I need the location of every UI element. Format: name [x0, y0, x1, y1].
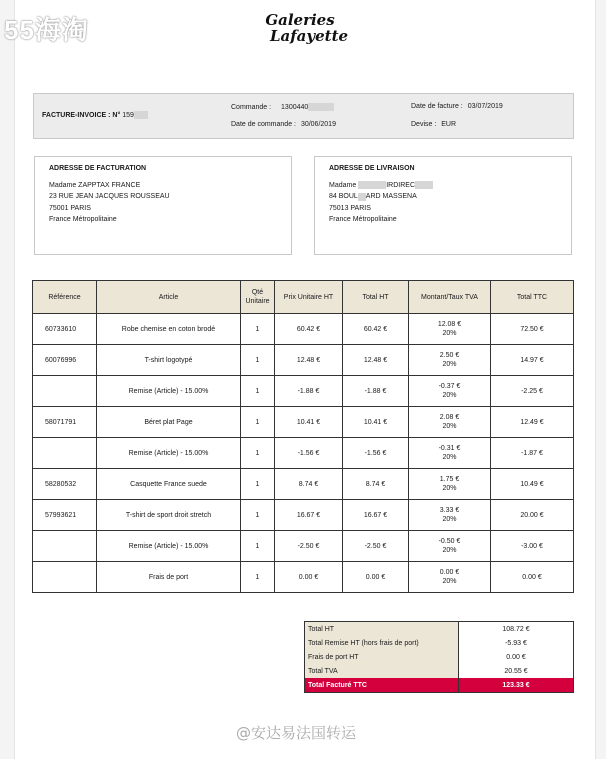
- order-date: [231, 121, 336, 128]
- shipping-address: [314, 156, 572, 255]
- total-value: 123.33 €: [459, 678, 574, 693]
- shipping-line-part: 84 BOUL: [329, 193, 358, 201]
- redaction: [415, 181, 433, 189]
- vat-amount: -0.37 €: [438, 383, 461, 390]
- cell-vat: [409, 531, 491, 562]
- order-number: [231, 103, 334, 111]
- cell-quantity: 1: [241, 314, 275, 345]
- cell-unit-price: 16.67 €: [275, 500, 343, 531]
- cell-vat: [409, 469, 491, 500]
- totals-table: [304, 621, 574, 693]
- vat-rate: 20%: [442, 361, 457, 368]
- cell-unit-price: 0.00 €: [275, 562, 343, 593]
- cell-total-ht: 8.74 €: [343, 469, 409, 500]
- currency: [411, 121, 456, 128]
- commande-value: 1300440: [281, 103, 309, 111]
- cell-reference: [33, 562, 97, 593]
- redaction: [358, 181, 386, 189]
- vat-rate: 20%: [442, 454, 457, 461]
- table-row: [33, 562, 574, 593]
- cell-reference: 60076996: [33, 345, 97, 376]
- table-row: [33, 376, 574, 407]
- total-row: [305, 664, 574, 678]
- vat-rate: 20%: [442, 330, 457, 337]
- header-article: Article: [97, 281, 241, 314]
- cell-unit-price: -1.56 €: [275, 438, 343, 469]
- cell-total-ht: 10.41 €: [343, 407, 409, 438]
- total-label: Frais de port HT: [305, 650, 459, 664]
- cell-total-ht: 60.42 €: [343, 314, 409, 345]
- vat-amount: -0.50 €: [438, 538, 461, 545]
- cell-quantity: 1: [241, 469, 275, 500]
- total-row: [305, 636, 574, 650]
- billing-line: France Métropolitaine: [49, 215, 117, 223]
- cell-total-ttc: -1.87 €: [491, 438, 574, 469]
- cell-quantity: 1: [241, 407, 275, 438]
- cell-article: Casquette France suede: [97, 469, 241, 500]
- header-total-ht: Total HT: [343, 281, 409, 314]
- watermark-bottom: @安达易法国转运: [236, 724, 357, 742]
- cell-total-ttc: 14.97 €: [491, 345, 574, 376]
- total-label: Total TVA: [305, 664, 459, 678]
- cell-quantity: 1: [241, 562, 275, 593]
- vat-amount: 0.00 €: [439, 569, 460, 576]
- cell-vat: [409, 500, 491, 531]
- cell-unit-price: 60.42 €: [275, 314, 343, 345]
- shipping-line-part: Madame: [329, 182, 357, 190]
- redaction: [134, 111, 148, 119]
- table-row: [33, 314, 574, 345]
- cell-total-ttc: -2.25 €: [491, 376, 574, 407]
- cell-reference: [33, 438, 97, 469]
- vat-rate: 20%: [442, 392, 457, 399]
- vat-rate: 20%: [442, 578, 457, 585]
- total-value: 108.72 €: [459, 622, 574, 637]
- cell-quantity: 1: [241, 376, 275, 407]
- total-label: Total HT: [305, 622, 459, 637]
- billing-address: [34, 156, 292, 255]
- shipping-line: 75013 PARIS: [329, 204, 371, 212]
- watermark-top: 55海淘: [4, 15, 89, 45]
- cell-unit-price: 10.41 €: [275, 407, 343, 438]
- cell-total-ht: 0.00 €: [343, 562, 409, 593]
- cell-reference: 58280532: [33, 469, 97, 500]
- cell-total-ht: 12.48 €: [343, 345, 409, 376]
- header-unit-price: Prix Unitaire HT: [275, 281, 343, 314]
- cell-reference: 60733610: [33, 314, 97, 345]
- cell-total-ht: 16.67 €: [343, 500, 409, 531]
- cell-vat: [409, 438, 491, 469]
- cell-article: Béret plat Page: [97, 407, 241, 438]
- shipping-line-part: ARD MASSENA: [365, 193, 417, 201]
- brand-logo: [250, 12, 350, 58]
- vat-amount: 12.08 €: [437, 321, 462, 328]
- items-table: [32, 280, 574, 593]
- total-row: [305, 622, 574, 637]
- total-value: -5.93 €: [459, 636, 574, 650]
- billing-line: Madame ZAPPTAX FRANCE: [49, 182, 141, 190]
- cell-quantity: 1: [241, 345, 275, 376]
- date-facture-label: Date de facture :: [411, 103, 463, 110]
- invoice-header: [33, 93, 574, 139]
- cell-quantity: 1: [241, 438, 275, 469]
- cell-total-ht: -1.88 €: [343, 376, 409, 407]
- cell-article: Remise (Article) - 15.00%: [97, 531, 241, 562]
- table-row: [33, 345, 574, 376]
- header-quantity: Qté Unitaire: [241, 281, 275, 314]
- cell-total-ht: -2.50 €: [343, 531, 409, 562]
- cell-unit-price: 8.74 €: [275, 469, 343, 500]
- invoice-label: FACTURE-INVOICE : N°: [42, 111, 121, 119]
- shipping-line: [329, 180, 571, 191]
- logo-line-2: Lafayette: [269, 27, 349, 45]
- vat-rate: 20%: [442, 516, 457, 523]
- cell-reference: [33, 376, 97, 407]
- cell-unit-price: -2.50 €: [275, 531, 343, 562]
- invoice-date: [411, 103, 503, 110]
- cell-reference: 57993621: [33, 500, 97, 531]
- cell-article: T-shirt logotypé: [97, 345, 241, 376]
- redaction: [358, 193, 366, 201]
- table-row: [33, 469, 574, 500]
- cell-article: Robe chemise en coton brodé: [97, 314, 241, 345]
- cell-reference: [33, 531, 97, 562]
- total-label: Total Remise HT (hors frais de port): [305, 636, 459, 650]
- header-total-ttc: Total TTC: [491, 281, 574, 314]
- vat-amount: 1.75 €: [439, 476, 460, 483]
- cell-quantity: 1: [241, 500, 275, 531]
- vat-amount: -0.31 €: [438, 445, 461, 452]
- table-header-row: [33, 281, 574, 314]
- cell-article: Remise (Article) - 15.00%: [97, 438, 241, 469]
- billing-line: 75001 PARIS: [49, 204, 91, 212]
- billing-title: ADRESSE DE FACTURATION: [49, 165, 147, 172]
- cell-reference: 58071791: [33, 407, 97, 438]
- shipping-line-part: IRDIREC: [386, 182, 416, 190]
- billing-line: 23 RUE JEAN JACQUES ROUSSEAU: [49, 193, 170, 201]
- cell-article: Frais de port: [97, 562, 241, 593]
- total-value: 0.00 €: [459, 650, 574, 664]
- vat-rate: 20%: [442, 547, 457, 554]
- cell-vat: [409, 407, 491, 438]
- table-row: [33, 438, 574, 469]
- vat-rate: 20%: [442, 423, 457, 430]
- cell-total-ttc: 12.49 €: [491, 407, 574, 438]
- commande-label: Commande :: [231, 103, 272, 111]
- table-row: [33, 531, 574, 562]
- cell-total-ttc: 20.00 €: [491, 500, 574, 531]
- devise-value: EUR: [441, 121, 457, 128]
- cell-total-ttc: 10.49 €: [491, 469, 574, 500]
- shipping-title: ADRESSE DE LIVRAISON: [329, 165, 415, 172]
- vat-rate: 20%: [442, 485, 457, 492]
- cell-vat: [409, 314, 491, 345]
- cell-total-ttc: 72.50 €: [491, 314, 574, 345]
- redaction: [308, 103, 334, 111]
- totals-body: [305, 622, 574, 693]
- vat-amount: 2.50 €: [439, 352, 460, 359]
- cell-total-ht: -1.56 €: [343, 438, 409, 469]
- invoice-number: [42, 111, 148, 119]
- cell-vat: [409, 376, 491, 407]
- header-reference: Référence: [33, 281, 97, 314]
- total-label: Total Facturé TTC: [305, 678, 459, 693]
- cell-vat: [409, 345, 491, 376]
- grand-total-row: [305, 678, 574, 693]
- shipping-line: France Métropolitaine: [329, 215, 397, 223]
- table-row: [33, 500, 574, 531]
- cell-article: T-shirt de sport droit stretch: [97, 500, 241, 531]
- date-commande-label: Date de commande :: [231, 121, 296, 128]
- cell-vat: [409, 562, 491, 593]
- cell-total-ttc: -3.00 €: [491, 531, 574, 562]
- shipping-line: [329, 191, 571, 202]
- date-facture-value: 03/07/2019: [467, 103, 503, 110]
- vat-amount: 3.33 €: [439, 507, 460, 514]
- devise-label: Devise :: [411, 121, 437, 128]
- table-row: [33, 407, 574, 438]
- invoice-value: 159: [122, 111, 134, 119]
- total-row: [305, 650, 574, 664]
- total-value: 20.55 €: [459, 664, 574, 678]
- items-body: [33, 314, 574, 593]
- cell-unit-price: -1.88 €: [275, 376, 343, 407]
- header-vat: Montant/Taux TVA: [409, 281, 491, 314]
- cell-unit-price: 12.48 €: [275, 345, 343, 376]
- cell-article: Remise (Article) - 15.00%: [97, 376, 241, 407]
- cell-total-ttc: 0.00 €: [491, 562, 574, 593]
- cell-quantity: 1: [241, 531, 275, 562]
- vat-amount: 2.08 €: [439, 414, 460, 421]
- logo-line-1: Galeries: [265, 11, 335, 29]
- date-commande-value: 30/06/2019: [300, 121, 336, 128]
